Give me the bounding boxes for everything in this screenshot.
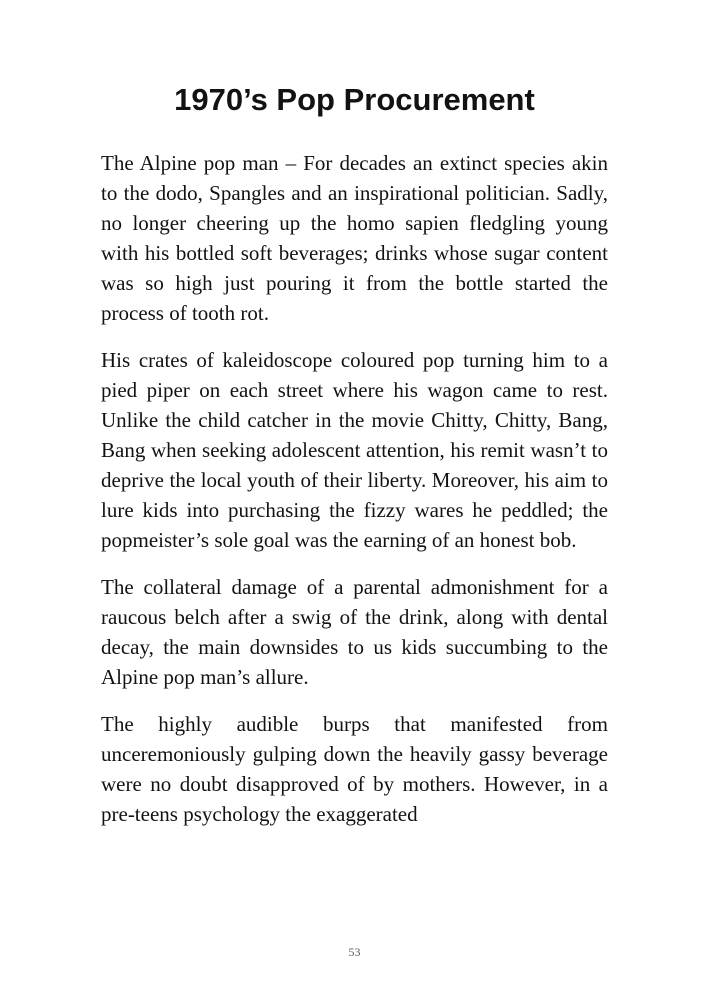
body-paragraph: The collateral damage of a parental admonishment for a raucous belch after a swig of the drink, along with dental decay, the main downsides to us kids succumbing to the Alpine pop man’s allure.: [101, 574, 608, 689]
page-content: [101, 82, 608, 829]
body-paragraph: His crates of kaleidoscope coloured pop turning him to a pied piper on each street where his wagon came to rest. Unlike the child catcher in the movie Chitty, Chitty, Bang, Bang when seeking adolescent attention, his remit wasn’t to deprive the local youth of their liberty. Moreover, his aim to lure kids into purchasing the fizzy wares he peddled; the popmeister’s sole goal was the earning of an honest bob.: [101, 347, 608, 552]
body-paragraph: The highly audible burps that manifested from unceremoniously gulping down the heavily gassy beverage were no doubt disapproved of by mothers. However, in a pre-teens psychology the exaggerated: [101, 711, 608, 826]
body-paragraph: The Alpine pop man – For decades an extinct species akin to the dodo, Spangles and an inspirational politician. Sadly, no longer cheering up the homo sapien fledgling young with his bottled soft beverages; drinks whose sugar content was so high just pouring it from the bottle started the process of tooth rot.: [101, 150, 608, 325]
page-title: 1970’s Pop Procurement: [174, 82, 535, 117]
page-number: 53: [348, 945, 361, 959]
